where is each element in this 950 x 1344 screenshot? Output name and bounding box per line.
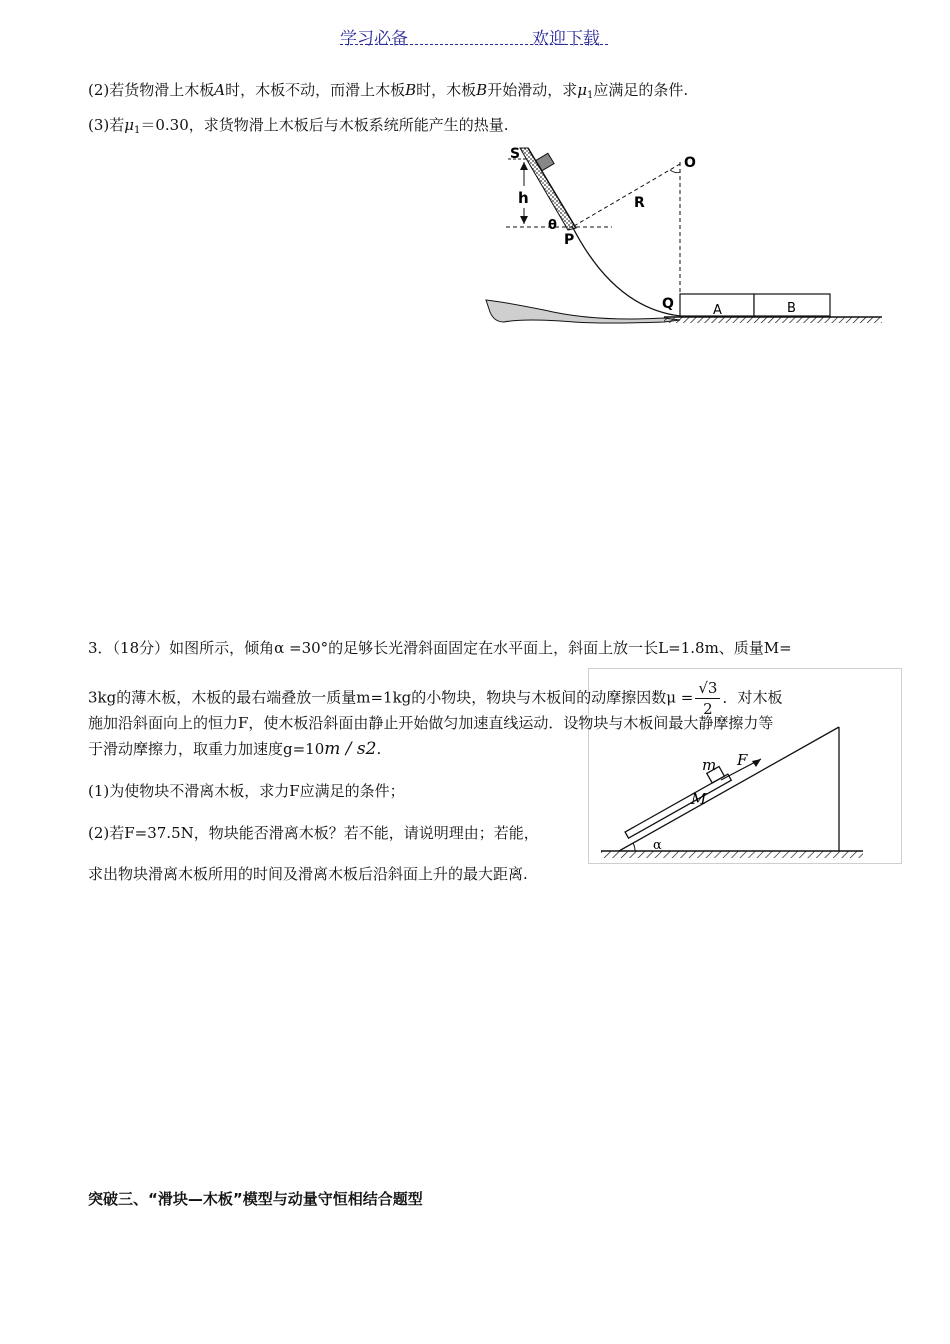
q3-line1: 3．（18分）如图所示，倾角α =30°的足够长光滑斜面固定在水平面上，斜面上放一长L=1.8m、质量M= [88,639,792,657]
q2-part3-mu: μ [124,116,134,134]
q2-part2-text-d: 开始滑动，求 [487,81,578,99]
label-F: F [737,751,748,769]
label-B: B [787,301,796,316]
ground-hatch [601,851,863,858]
label-theta: θ [548,218,557,233]
q2-part2-mu: μ [577,81,587,99]
label-O: O [684,155,696,171]
force-F-arrowhead [752,759,761,767]
label-alpha: α [653,838,662,853]
q2-part2-mu-sub: 1 [586,90,594,101]
q3-line2-text-a: 3kg的薄木板，木板的最右端叠放一质量m=1kg的小物块，物块与木板间的动摩擦因数μ = [88,688,694,707]
q2-part2-A: A [214,81,226,99]
angle-mark-O [670,170,680,173]
q2-part2 [88,80,688,106]
q3-line4-text-a: 于滑动摩擦力，取重力加速度g=10 [88,740,325,758]
floor-hatch [664,317,882,323]
h-arrow-head-up [520,162,528,170]
mu-fraction-numerator: √3 [695,678,720,699]
q3-line4-unit: m / s2 [324,739,377,759]
q3-part1: (1)为使物块不滑离木板，求力F应满足的条件； [88,782,405,800]
label-R: R [634,195,645,211]
q3-line4-text-b: . [376,740,382,758]
label-S: S [510,146,521,162]
q2-part3-mu-sub: 1 [134,125,141,136]
radius-line [574,164,680,226]
label-Q: Q [662,296,674,312]
q2-part2-text-c: 时，木板 [416,81,477,99]
q3-line4 [88,739,381,759]
incline-hypotenuse [619,727,839,851]
label-P: P [564,232,575,248]
q2-part2-text-a: (2)若货物滑上木板 [88,81,215,99]
water-bank [486,300,680,323]
label-h: h [518,189,529,207]
q2-part2-B: B [405,81,417,99]
q3-part2-cont: 求出物块滑离木板所用的时间及滑离木板后沿斜面上升的最大距离. [88,865,528,883]
q3-line2-text-b: ．对木板 [722,688,783,707]
header-right: 欢迎下载 [532,29,600,49]
header-dashed-line [340,44,608,45]
q3-part2: (2)若F=37.5N，物块能否滑离木板？若不能，请说明理由；若能， [88,824,539,842]
figure1-slide-board-diagram [484,140,884,330]
mu-fraction-denominator: 2 [703,700,713,718]
board-M [625,774,731,838]
q3-line3: 施加沿斜面向上的恒力F，使木板沿斜面由静止开始做匀加速直线运动．设物块与木板间最大静摩擦力等 [88,714,774,732]
h-arrow-head-down [520,216,528,224]
q2-part3 [88,115,509,141]
label-A: A [713,303,722,318]
label-m: m [702,756,717,774]
q2-part2-B2: B [476,81,488,99]
q2-part3-text-b: ＝0.30，求货物滑上木板后与木板系统所能产生的热量. [140,116,509,134]
header-left: 学习必备 [340,29,408,49]
label-M: M [691,790,707,808]
section3-heading: 突破三、“滑块—木板”模型与动量守恒相结合题型 [88,1190,423,1208]
q2-part2-text-e: 应满足的条件. [593,81,689,99]
alpha-arc [633,843,635,851]
q2-part2-text-b: 时，木板不动，而滑上木板 [225,81,406,99]
q2-part3-text-a: (3)若 [88,116,125,134]
